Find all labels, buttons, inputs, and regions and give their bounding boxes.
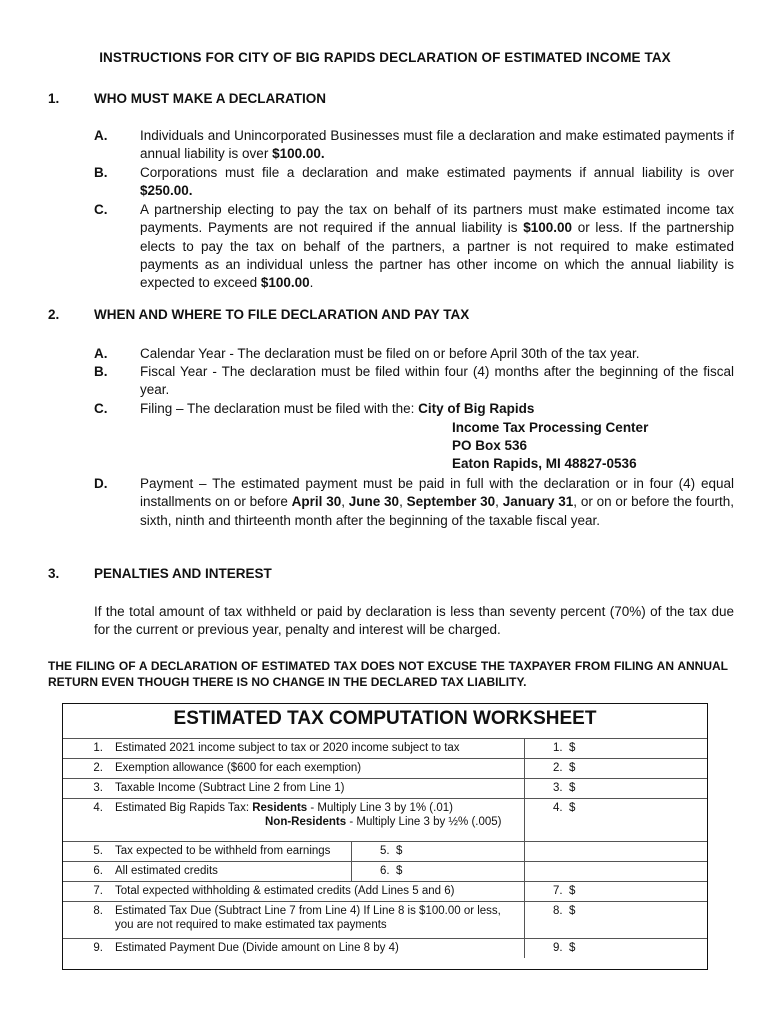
line-7-amount[interactable]: 7. $	[525, 882, 708, 902]
section-1-item-c	[94, 201, 734, 292]
section-2-item-b	[94, 363, 734, 400]
line-3-amount[interactable]: 3. $	[525, 779, 708, 799]
section-title: WHO MUST MAKE A DECLARATION	[94, 91, 326, 106]
table-row: 1. Estimated 2021 income subject to tax or 2020 income subject to tax 1. $	[63, 739, 707, 759]
table-row: 4. Estimated Big Rapids Tax: Residents - Multiply Line 3 by 1% (.01) Non-Residents - Multiply Line 3 by ½% (.005) 4. $	[63, 799, 707, 842]
table-row: 8. Estimated Tax Due (Subtract Line 7 from Line 4) If Line 8 is $100.00 or less, you are not required to make estimated tax payments 8. $	[63, 902, 707, 939]
section-number: 3.	[48, 566, 60, 581]
item-letter: B.	[94, 165, 108, 180]
item-letter: D.	[94, 476, 108, 491]
address-line-2: Income Tax Processing Center	[452, 420, 649, 435]
table-row: 3. Taxable Income (Subtract Line 2 from Line 1) 3. $	[63, 779, 707, 799]
filing-notice: THE FILING OF A DECLARATION OF ESTIMATED TAX DOES NOT EXCUSE THE TAXPAYER FROM FILING AN ANNUAL RETURN EVEN THOUGH THERE IS NO CHANGE IN THE DECLARED TAX LIABILITY.	[48, 659, 728, 689]
item-letter: C.	[94, 401, 108, 416]
line-2-amount[interactable]: 2. $	[525, 759, 708, 779]
line-8-amount[interactable]: 8. $	[525, 902, 708, 939]
section-3-heading	[48, 566, 272, 581]
table-row: 5. Tax expected to be withheld from earnings 5. $	[63, 842, 707, 862]
line-6-amount[interactable]: 6. $	[352, 862, 525, 882]
section-2-heading	[48, 307, 469, 322]
table-row: 9. Estimated Payment Due (Divide amount on Line 8 by 4) 9. $	[63, 939, 707, 959]
section-1-item-b	[94, 164, 734, 201]
section-3-text: If the total amount of tax withheld or paid by declaration is less than seventy percent (70%) of the tax due for the current or previous year, penalty and interest will be charged.	[94, 604, 734, 638]
item-text: Individuals and Unincorporated Businesses must file a declaration and make estimated payments if annual liability is over $100.00.	[140, 128, 734, 162]
section-number: 1.	[48, 91, 60, 106]
line-4-amount[interactable]: 4. $	[525, 799, 708, 842]
section-2-item-a	[94, 345, 734, 363]
table-row: 7. Total expected withholding & estimated credits (Add Lines 5 and 6) 7. $	[63, 882, 707, 902]
item-text: Corporations must file a declaration and make estimated payments if annual liability is over $250.00.	[140, 165, 734, 199]
item-letter: B.	[94, 364, 108, 379]
document-title: INSTRUCTIONS FOR CITY OF BIG RAPIDS DECLARATION OF ESTIMATED INCOME TAX	[99, 50, 671, 65]
worksheet-box	[62, 703, 708, 970]
item-letter: A.	[94, 128, 108, 143]
item-letter: A.	[94, 346, 108, 361]
line-5-amount[interactable]: 5. $	[352, 842, 525, 862]
section-2-item-c	[94, 400, 734, 418]
worksheet-table	[63, 738, 707, 958]
section-1-heading	[48, 91, 326, 106]
line-9-amount[interactable]: 9. $	[525, 939, 708, 959]
line-1-amount[interactable]: 1. $	[525, 739, 708, 759]
worksheet-title: ESTIMATED TAX COMPUTATION WORKSHEET	[173, 708, 597, 729]
section-title: WHEN AND WHERE TO FILE DECLARATION AND PAY TAX	[94, 307, 470, 322]
section-number: 2.	[48, 307, 60, 322]
address-line-3: PO Box 536	[452, 438, 528, 453]
item-letter: C.	[94, 202, 108, 217]
address-line-4: Eaton Rapids, MI 48827-0536	[452, 456, 637, 471]
item-text: Filing – The declaration must be filed with the: City of Big Rapids	[140, 401, 535, 416]
item-text: Calendar Year - The declaration must be filed on or before April 30th of the tax year.	[140, 346, 640, 361]
item-text: Payment – The estimated payment must be paid in full with the declaration or in four (4) equal installments on or before April 30, June 30, September 30, January 31, or on or before the fourth, sixth, ninth and thirteenth month after the beginning of the taxable fiscal year.	[140, 476, 734, 528]
table-row: 2. Exemption allowance ($600 for each exemption) 2. $	[63, 759, 707, 779]
item-text: A partnership electing to pay the tax on behalf of its partners must make estimated income tax payments. Payments are not required if the annual liability is $100.00 or less. If the partnership elects to pay the tax on behalf of the partners, a partner is not required to make estimated payments as an individual unless the partner has other income on which the annual liability is expected to exceed $100.00.	[140, 202, 734, 291]
section-1-item-a	[94, 127, 734, 164]
section-2-item-d	[94, 475, 734, 530]
section-title: PENALTIES AND INTEREST	[94, 566, 272, 581]
item-text: Fiscal Year - The declaration must be filed within four (4) months after the beginning of the fiscal year.	[140, 364, 734, 398]
table-row: 6. All estimated credits 6. $	[63, 862, 707, 882]
